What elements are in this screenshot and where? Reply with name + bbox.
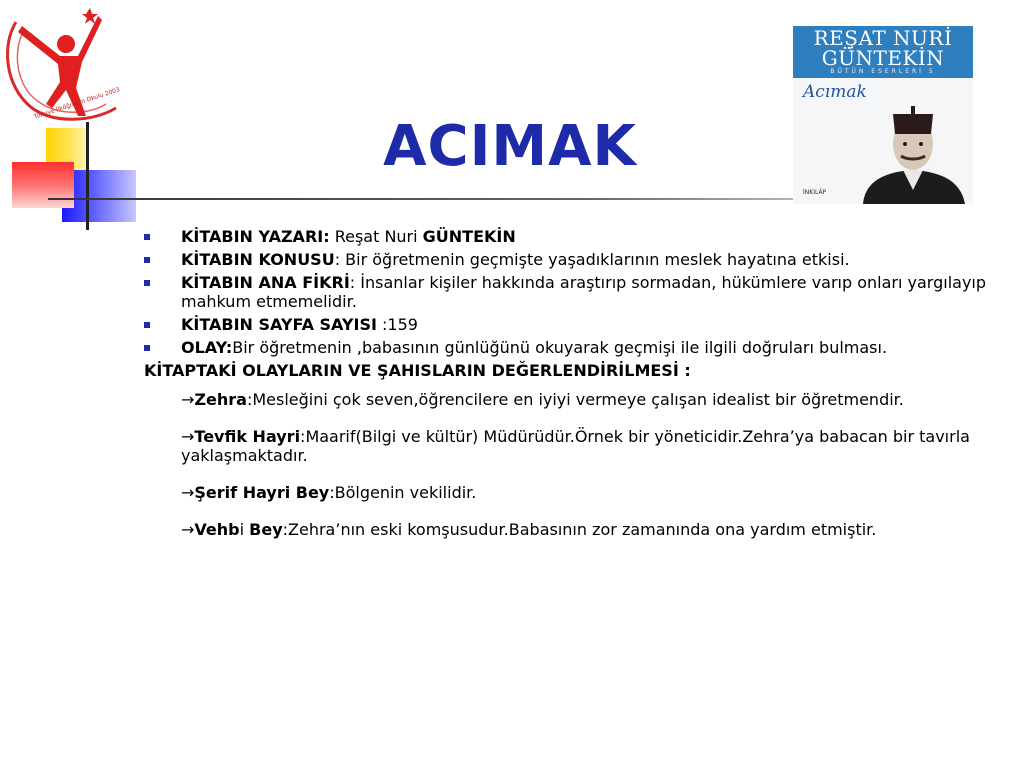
- cover-author: [793, 28, 973, 68]
- bullet-icon: [144, 234, 150, 240]
- arrow-right-icon: →: [181, 390, 195, 409]
- item-text: Reşat Nuri: [329, 227, 423, 246]
- bullet-icon: [144, 280, 150, 286]
- list-item-page-count: [144, 315, 1004, 334]
- section-heading: KİTAPTAKİ OLAYLARIN VE ŞAHISLARIN DEĞERLENDİRİLMESİ :: [144, 361, 691, 380]
- character-tevfik-hayri: [144, 427, 1004, 465]
- character-desc: :Bölgenin vekilidir.: [329, 483, 477, 502]
- logo-caption: Türkiye İlköğretim Okulu 2003: [33, 86, 121, 121]
- list-item-plot: [144, 338, 1004, 357]
- character-name: Zehra: [194, 390, 247, 409]
- character-name-part-b: i: [239, 520, 245, 539]
- character-name-part-a: Vehb: [194, 520, 240, 539]
- cover-publisher: İNKILÂP: [803, 189, 827, 196]
- character-desc: :Zehra’nın eski komşusudur.Babasının zor zamanında ona yardım etmiştir.: [282, 520, 877, 539]
- item-label: KİTABIN KONUSU: [181, 250, 335, 269]
- author-portrait: [853, 86, 973, 204]
- bullet-icon: [144, 345, 150, 351]
- arrow-right-icon: →: [181, 483, 195, 502]
- character-desc: :Mesleğini çok seven,öğrencilere en iyiyi vermeye çalışan idealist bir öğretmendir.: [246, 390, 904, 409]
- character-name: Tevfik Hayri: [194, 427, 301, 446]
- character-name-part-c: Bey: [249, 520, 283, 539]
- character-zehra: [144, 390, 1004, 409]
- item-text-bold: GÜNTEKİN: [422, 227, 516, 246]
- bullet-icon: [144, 257, 150, 263]
- decorative-squares: [0, 122, 140, 232]
- slide-content: [144, 227, 1004, 557]
- item-label: KİTABIN YAZARI:: [181, 227, 330, 246]
- list-item-main-idea: [144, 273, 1004, 311]
- vertical-rule: [86, 122, 89, 230]
- arrow-right-icon: →: [181, 427, 195, 446]
- item-label: KİTABIN ANA FİKRİ: [181, 273, 350, 292]
- arrow-right-icon: →: [181, 520, 195, 539]
- cover-series: BÜTÜN ESERLERİ 5: [830, 68, 936, 75]
- character-desc: :Maarif(Bilgi ve kültür) Müdürüdür.Örnek bir yöneticidir.Zehra’ya babacan bir tavırla yaklaşmaktadır.: [181, 427, 970, 465]
- book-cover: [793, 26, 973, 204]
- red-square: [12, 162, 74, 208]
- item-text: : İnsanlar kişiler hakkında araştırıp sormadan, hükümlere varıp onları yargılayıp mahkum etmemelidir.: [181, 273, 987, 311]
- item-text: : Bir öğretmenin geçmişte yaşadıklarının meslek hayatına etkisi.: [334, 250, 850, 269]
- item-label: KİTABIN SAYFA SAYISI: [181, 315, 377, 334]
- item-text: :159: [376, 315, 418, 334]
- info-list: [144, 227, 1004, 357]
- cover-author-line2: GÜNTEKİN: [821, 46, 945, 70]
- character-vehbi-bey: [144, 520, 1004, 539]
- cover-author-line1: REŞAT NURİ: [813, 26, 953, 50]
- list-item-topic: [144, 250, 1004, 269]
- page-title: ACIMAK: [383, 114, 637, 179]
- item-label: OLAY:: [181, 338, 233, 357]
- bullet-icon: [144, 322, 150, 328]
- item-text: Bir öğretmenin ,babasının günlüğünü okuyarak geçmişi ile ilgili doğruları bulması.: [232, 338, 888, 357]
- cover-book-title: Acımak: [803, 82, 867, 102]
- list-item-author: [144, 227, 1004, 246]
- character-name: Şerif Hayri Bey: [194, 483, 330, 502]
- character-serif-hayri-bey: [144, 483, 1004, 502]
- school-logo: [2, 4, 124, 122]
